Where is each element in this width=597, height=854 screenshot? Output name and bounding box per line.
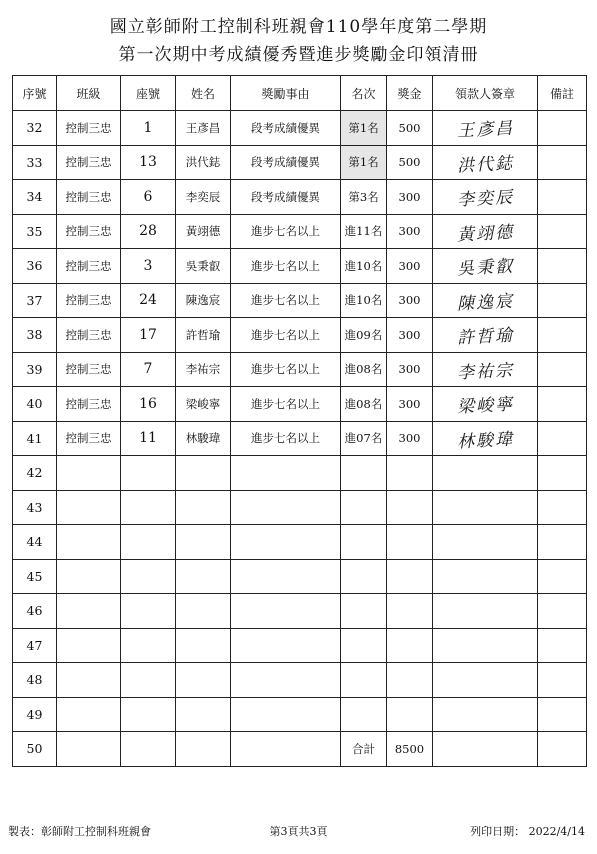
empty-cell [57,559,121,594]
cell-rank: 第3名 [341,180,387,215]
empty-cell [176,559,231,594]
empty-table-row [13,525,587,560]
cell-class: 控制三忠 [57,283,121,318]
table-row [13,318,587,353]
cell-name: 陳逸宸 [176,283,231,318]
empty-cell [538,525,587,560]
cell-name: 吳秉叡 [176,249,231,284]
empty-cell [538,456,587,491]
table-row [13,387,587,422]
empty-cell [341,594,387,629]
column-header-seat: 座號 [121,76,176,111]
cell-reason: 進步七名以上 [231,214,341,249]
footer-print-date: 列印日期： 2022/4/14 [470,825,585,838]
cell-seat: 1 [121,111,176,146]
cell-rank: 進09名 [341,318,387,353]
cell-rank: 進10名 [341,249,387,284]
cell-amount: 500 [387,111,433,146]
cell-reason: 進步七名以上 [231,249,341,284]
empty-cell [387,663,433,698]
cell-no: 41 [13,421,57,456]
cell-note [538,421,587,456]
empty-cell [341,663,387,698]
empty-cell [231,559,341,594]
table-row [13,352,587,387]
cell-name: 李奕辰 [176,180,231,215]
empty-cell [176,628,231,663]
empty-table-row [13,594,587,629]
empty-table-row [13,456,587,491]
empty-cell [538,559,587,594]
document-title-line2: 第一次期中考成績優秀暨進步獎勵金印領清冊 [118,45,479,65]
empty-cell [176,732,231,767]
cell-name: 李祐宗 [176,352,231,387]
total-amount: 8500 [387,732,433,767]
cell-no: 33 [13,145,57,180]
empty-cell [176,697,231,732]
cell-signature [433,318,538,353]
cell-signature [433,180,538,215]
cell-class: 控制三忠 [57,352,121,387]
empty-cell [231,525,341,560]
empty-cell [121,628,176,663]
table-header-row [13,76,587,111]
handwritten-signature: 李祐宗 [456,360,515,384]
cell-note [538,318,587,353]
empty-cell [433,490,538,525]
empty-cell [433,559,538,594]
cell-no: 32 [13,111,57,146]
empty-cell [387,490,433,525]
handwritten-signature: 黃翊德 [456,222,515,246]
empty-table-row [13,628,587,663]
empty-cell [433,456,538,491]
empty-cell [231,490,341,525]
handwritten-signature: 林駿瑋 [456,429,515,453]
table-row [13,214,587,249]
cell-note [538,111,587,146]
cell-no: 43 [13,490,57,525]
empty-cell [121,456,176,491]
cell-signature [433,421,538,456]
cell-no: 42 [13,456,57,491]
cell-no: 48 [13,663,57,698]
empty-cell [433,732,538,767]
document-title-line1: 國立彰師附工控制科班親會110學年度第二學期 [109,17,488,37]
empty-cell [387,525,433,560]
footer-page-number: 第3頁共3頁 [269,825,328,838]
empty-cell [121,697,176,732]
cell-no: 47 [13,628,57,663]
table-row [13,283,587,318]
empty-cell [387,697,433,732]
cell-reason: 進步七名以上 [231,283,341,318]
empty-cell [57,456,121,491]
empty-cell [176,525,231,560]
empty-cell [387,594,433,629]
empty-cell [433,525,538,560]
cell-class: 控制三忠 [57,421,121,456]
empty-cell [231,594,341,629]
cell-seat: 28 [121,214,176,249]
empty-cell [121,732,176,767]
cell-name: 黃翊德 [176,214,231,249]
cell-amount: 300 [387,421,433,456]
cell-note [538,283,587,318]
empty-cell [538,663,587,698]
handwritten-signature: 吳秉叡 [456,256,515,280]
handwritten-signature: 王彥昌 [456,118,515,142]
empty-cell [538,594,587,629]
cell-no: 38 [13,318,57,353]
cell-rank: 進08名 [341,387,387,422]
empty-table-row [13,490,587,525]
cell-note [538,387,587,422]
handwritten-signature: 陳逸宸 [456,291,515,315]
cell-no: 37 [13,283,57,318]
empty-cell [121,559,176,594]
cell-amount: 300 [387,249,433,284]
column-header-no: 序號 [13,76,57,111]
cell-amount: 300 [387,352,433,387]
cell-rank: 第1名 [341,145,387,180]
cell-seat: 13 [121,145,176,180]
cell-no: 40 [13,387,57,422]
empty-table-row [13,663,587,698]
cell-seat: 3 [121,249,176,284]
cell-amount: 300 [387,214,433,249]
empty-cell [121,525,176,560]
cell-seat: 11 [121,421,176,456]
cell-rank: 進07名 [341,421,387,456]
cell-reason: 進步七名以上 [231,318,341,353]
empty-cell [57,732,121,767]
cell-no: 35 [13,214,57,249]
cell-amount: 300 [387,180,433,215]
cell-name: 許哲瑜 [176,318,231,353]
cell-rank: 第1名 [341,111,387,146]
empty-cell [341,525,387,560]
empty-cell [176,490,231,525]
empty-cell [57,697,121,732]
table-row [13,111,587,146]
cell-no: 34 [13,180,57,215]
cell-no: 46 [13,594,57,629]
cell-signature [433,214,538,249]
cell-no: 36 [13,249,57,284]
footer-maker: 製表：彰師附工控制科班親會 [8,825,151,838]
empty-cell [538,490,587,525]
cell-rank: 進10名 [341,283,387,318]
empty-cell [121,490,176,525]
empty-cell [538,697,587,732]
empty-cell [231,456,341,491]
cell-name: 梁峻寧 [176,387,231,422]
empty-cell [231,732,341,767]
handwritten-signature: 許哲瑜 [456,325,515,349]
cell-reason: 段考成績優異 [231,145,341,180]
cell-signature [433,249,538,284]
empty-cell [341,628,387,663]
empty-cell [57,490,121,525]
cell-reason: 進步七名以上 [231,352,341,387]
cell-name: 洪代鋕 [176,145,231,180]
cell-seat: 17 [121,318,176,353]
cell-name: 林駿瑋 [176,421,231,456]
cell-name: 王彥昌 [176,111,231,146]
total-row [13,732,587,767]
empty-cell [57,663,121,698]
table-row [13,145,587,180]
cell-amount: 500 [387,145,433,180]
cell-no: 50 [13,732,57,767]
empty-cell [433,628,538,663]
cell-note [538,214,587,249]
cell-rank: 進08名 [341,352,387,387]
cell-seat: 7 [121,352,176,387]
empty-table-row [13,559,587,594]
handwritten-signature: 梁峻寧 [456,394,515,418]
cell-class: 控制三忠 [57,180,121,215]
empty-cell [231,628,341,663]
cell-seat: 16 [121,387,176,422]
empty-cell [121,594,176,629]
empty-cell [538,732,587,767]
empty-cell [176,594,231,629]
empty-cell [231,697,341,732]
cell-reason: 進步七名以上 [231,387,341,422]
cell-no: 39 [13,352,57,387]
cell-no: 45 [13,559,57,594]
cell-note [538,180,587,215]
cell-no: 49 [13,697,57,732]
column-header-name: 姓名 [176,76,231,111]
empty-cell [341,697,387,732]
empty-cell [57,525,121,560]
cell-note [538,249,587,284]
empty-cell [57,594,121,629]
empty-cell [176,456,231,491]
award-register-table [12,75,587,767]
cell-class: 控制三忠 [57,318,121,353]
column-header-note: 備註 [538,76,587,111]
empty-cell [433,697,538,732]
handwritten-signature: 洪代鋕 [456,153,515,177]
cell-note [538,145,587,180]
empty-cell [387,559,433,594]
empty-table-row [13,697,587,732]
cell-class: 控制三忠 [57,214,121,249]
column-header-class: 班級 [57,76,121,111]
empty-cell [433,663,538,698]
cell-reason: 段考成績優異 [231,180,341,215]
empty-cell [231,663,341,698]
cell-class: 控制三忠 [57,249,121,284]
cell-no: 44 [13,525,57,560]
empty-cell [387,628,433,663]
empty-cell [387,456,433,491]
cell-reason: 進步七名以上 [231,421,341,456]
empty-cell [341,490,387,525]
cell-note [538,352,587,387]
table-row [13,421,587,456]
column-header-amount: 獎金 [387,76,433,111]
handwritten-signature: 李奕辰 [456,187,515,211]
cell-amount: 300 [387,283,433,318]
empty-cell [57,628,121,663]
cell-class: 控制三忠 [57,111,121,146]
cell-seat: 24 [121,283,176,318]
cell-signature [433,111,538,146]
cell-rank: 進11名 [341,214,387,249]
column-header-rank: 名次 [341,76,387,111]
empty-cell [538,628,587,663]
cell-class: 控制三忠 [57,145,121,180]
empty-cell [433,594,538,629]
empty-cell [341,559,387,594]
empty-cell [176,663,231,698]
total-label: 合計 [341,732,387,767]
cell-amount: 300 [387,387,433,422]
cell-signature [433,283,538,318]
empty-cell [121,663,176,698]
cell-amount: 300 [387,318,433,353]
cell-signature [433,145,538,180]
cell-signature [433,387,538,422]
table-body [13,111,587,767]
table-row [13,180,587,215]
cell-reason: 段考成績優異 [231,111,341,146]
column-header-signature: 領款人簽章 [433,76,538,111]
cell-signature [433,352,538,387]
empty-cell [341,456,387,491]
table-row [13,249,587,284]
cell-seat: 6 [121,180,176,215]
column-header-reason: 獎勵事由 [231,76,341,111]
cell-class: 控制三忠 [57,387,121,422]
